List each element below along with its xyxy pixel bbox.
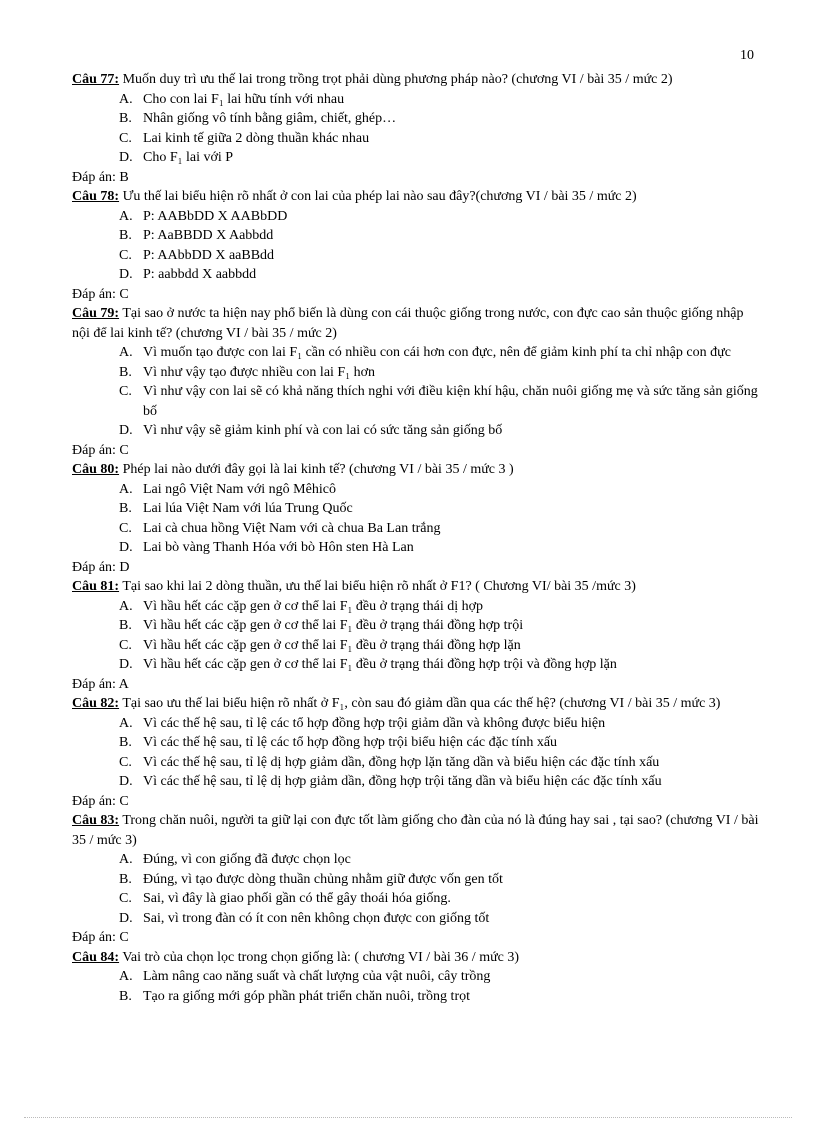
option-key: B. bbox=[119, 871, 132, 887]
option-text: Vì các thế hệ sau, tỉ lệ các tổ hợp đồng hợp trội giảm dần và không được biểu hiện bbox=[143, 715, 606, 731]
option-item bbox=[72, 421, 762, 441]
option-key: D. bbox=[119, 150, 133, 165]
option-item bbox=[72, 129, 762, 149]
option-item bbox=[72, 109, 762, 129]
option-key: C. bbox=[119, 130, 132, 146]
option-text: Đúng, vì tạo được dòng thuần chủng nhằm giữ được vốn gen tốt bbox=[143, 871, 503, 887]
option-key: C. bbox=[119, 247, 132, 263]
question-text: Tại sao ở nước ta hiện nay phổ biến là dùng con cái thuộc giống trong nước, con đực cao sản thuộc giống nhập nội để lai kinh tế? (chương VI / bài 35 / mức 2) bbox=[72, 306, 744, 341]
option-item bbox=[72, 870, 762, 890]
option-key: A. bbox=[119, 969, 133, 984]
option-key: B. bbox=[119, 111, 132, 126]
option-text: Vì như vậy tạo được nhiều con lai F₁ hơn bbox=[143, 364, 375, 380]
page-number: 10 bbox=[740, 48, 754, 63]
question-label: Câu 82: bbox=[72, 696, 120, 711]
option-text: Tạo ra giống mới góp phần phát triển chăn nuôi, trồng trọt bbox=[143, 988, 470, 1004]
option-item bbox=[72, 90, 762, 110]
question-list bbox=[72, 70, 762, 1006]
option-key: A. bbox=[119, 481, 133, 497]
question-stem bbox=[72, 577, 762, 597]
option-text: Đúng, vì con giống đã được chọn lọc bbox=[143, 852, 351, 867]
option-list bbox=[72, 480, 762, 558]
option-key: C. bbox=[119, 384, 132, 399]
option-item bbox=[72, 246, 762, 266]
question-stem bbox=[72, 304, 762, 343]
option-text: Lai kinh tế giữa 2 dòng thuần khác nhau bbox=[143, 130, 370, 146]
option-list bbox=[72, 597, 762, 675]
question-stem bbox=[72, 187, 762, 207]
option-key: D. bbox=[119, 910, 133, 926]
answer-line: Đáp án: B bbox=[72, 169, 129, 185]
option-key: A. bbox=[119, 852, 133, 867]
answer-line: Đáp án: C bbox=[72, 793, 129, 809]
option-list bbox=[72, 714, 762, 792]
option-key: D. bbox=[119, 657, 133, 672]
question-text: Tại sao khi lai 2 dòng thuần, ưu thế lai biểu hiện rõ nhất ở F1? ( Chương VI/ bài 35 /mức 3) bbox=[122, 579, 636, 594]
option-item bbox=[72, 909, 762, 929]
option-item bbox=[72, 636, 762, 656]
option-text: Vì các thế hệ sau, tỉ lệ dị hợp giảm dần, đồng hợp trội tăng dần và biểu hiện các đặc tính xấu bbox=[143, 774, 662, 789]
option-item bbox=[72, 616, 762, 636]
option-text: P: AABbDD X AABbDD bbox=[143, 208, 288, 224]
option-text: Vì hầu hết các cặp gen ở cơ thể lai F₁ đều ở trạng thái đồng hợp trội và đồng hợp lặn bbox=[143, 657, 617, 672]
question-stem bbox=[72, 460, 762, 480]
question-stem bbox=[72, 70, 762, 90]
answer-line: Đáp án: C bbox=[72, 442, 129, 458]
option-text: Vì hầu hết các cặp gen ở cơ thể lai F₁ đều ở trạng thái đồng hợp trội bbox=[143, 618, 524, 633]
option-item bbox=[72, 480, 762, 500]
question-label: Câu 77: bbox=[72, 72, 120, 87]
option-item bbox=[72, 226, 762, 246]
option-key: A. bbox=[119, 715, 133, 731]
option-item bbox=[72, 382, 762, 421]
option-text: Vì hầu hết các cặp gen ở cơ thể lai F₁ đều ở trạng thái đồng hợp lặn bbox=[143, 637, 521, 653]
option-key: B. bbox=[119, 618, 132, 633]
option-text: Lai cà chua hồng Việt Nam với cà chua Ba Lan trắng bbox=[143, 520, 441, 536]
option-key: D. bbox=[119, 267, 133, 282]
answer-line: Đáp án: D bbox=[72, 559, 130, 575]
option-key: A. bbox=[119, 345, 133, 360]
question-text: Tại sao ưu thế lai biểu hiện rõ nhất ở F₁, còn sau đó giảm dần qua các thế hệ? (chương VI / bài 35 / mức 3) bbox=[122, 696, 721, 711]
option-list bbox=[72, 90, 762, 168]
question-label: Câu 83: bbox=[72, 813, 120, 828]
answer-line: Đáp án: C bbox=[72, 930, 129, 945]
question-label: Câu 84: bbox=[72, 949, 120, 965]
option-text: Lai ngô Việt Nam với ngô Mêhicô bbox=[143, 481, 336, 497]
option-text: P: aabbdd X aabbdd bbox=[143, 267, 257, 282]
option-text: Lai lúa Việt Nam với lúa Trung Quốc bbox=[143, 501, 353, 516]
option-key: C. bbox=[119, 637, 132, 653]
option-item bbox=[72, 343, 762, 363]
option-item bbox=[72, 265, 762, 285]
option-list bbox=[72, 207, 762, 285]
option-key: C. bbox=[119, 754, 132, 770]
option-key: B. bbox=[119, 735, 132, 750]
footer-divider bbox=[24, 1117, 792, 1118]
option-text: P: AAbbDD X aaBBdd bbox=[143, 247, 275, 263]
option-text: Cho F₁ lai với P bbox=[143, 150, 234, 165]
question-label: Câu 78: bbox=[72, 189, 120, 204]
question-stem bbox=[72, 948, 762, 968]
option-item bbox=[72, 363, 762, 383]
question-text: Vai trò của chọn lọc trong chọn giống là: ( chương VI / bài 36 / mức 3) bbox=[122, 949, 520, 965]
option-text: Lai bò vàng Thanh Hóa với bò Hôn sten Hà Lan bbox=[143, 540, 414, 555]
option-list bbox=[72, 850, 762, 928]
option-text: Vì các thế hệ sau, tỉ lệ dị hợp giảm dần, đồng hợp lặn tăng dần và biểu hiện các đặc tính xấu bbox=[143, 754, 660, 770]
option-key: D. bbox=[119, 423, 133, 438]
option-key: B. bbox=[119, 364, 132, 380]
option-text: Vì hầu hết các cặp gen ở cơ thể lai F₁ đều ở trạng thái dị hợp bbox=[143, 598, 484, 614]
option-item bbox=[72, 772, 762, 792]
option-text: Sai, vì đây là giao phối gần có thể gây thoái hóa giống. bbox=[143, 891, 451, 906]
option-text: Vì muốn tạo được con lai F₁ cần có nhiều con cái hơn con đực, nên để giảm kinh phí ta chỉ nhập con đực bbox=[143, 345, 731, 360]
option-key: C. bbox=[119, 891, 132, 906]
question-stem bbox=[72, 694, 762, 714]
question-text: Phép lai nào dưới đây gọi là lai kinh tế? (chương VI / bài 35 / mức 3 ) bbox=[122, 462, 514, 477]
option-item bbox=[72, 987, 762, 1007]
option-item bbox=[72, 597, 762, 617]
answer-line: Đáp án: A bbox=[72, 676, 129, 692]
option-key: D. bbox=[119, 774, 133, 789]
option-key: B. bbox=[119, 988, 132, 1004]
option-text: Cho con lai F₁ lai hữu tính với nhau bbox=[143, 91, 345, 107]
option-item bbox=[72, 714, 762, 734]
option-text: Làm nâng cao năng suất và chất lượng của vật nuôi, cây trồng bbox=[143, 969, 491, 984]
option-text: Vì như vậy sẽ giảm kinh phí và con lai có sức tăng sản giống bố bbox=[143, 423, 503, 438]
question-label: Câu 81: bbox=[72, 579, 120, 594]
question-text: Trong chăn nuôi, người ta giữ lại con đực tốt làm giống cho đàn của nó là đúng hay sai , tại sao? (chương VI / bài 35 / mức 3) bbox=[72, 813, 759, 848]
option-key: C. bbox=[119, 520, 132, 536]
question-label: Câu 80: bbox=[72, 462, 120, 477]
option-text: Nhân giống vô tính bằng giâm, chiết, ghép… bbox=[143, 111, 397, 126]
option-list bbox=[72, 967, 762, 1006]
option-key: D. bbox=[119, 540, 133, 555]
option-item bbox=[72, 499, 762, 519]
option-item bbox=[72, 967, 762, 987]
option-key: B. bbox=[119, 501, 132, 516]
option-item bbox=[72, 889, 762, 909]
option-key: A. bbox=[119, 208, 133, 224]
option-item bbox=[72, 148, 762, 168]
question-text: Ưu thế lai biểu hiện rõ nhất ở con lai của phép lai nào sau đây?(chương VI / bài 35 / mức 2) bbox=[122, 189, 637, 204]
option-text: Vì các thế hệ sau, tỉ lệ các tổ hợp đồng hợp trội biểu hiện các đặc tính xấu bbox=[143, 735, 558, 750]
option-item bbox=[72, 655, 762, 675]
option-item bbox=[72, 753, 762, 773]
option-text: P: AaBBDD X Aabbdd bbox=[143, 228, 274, 243]
option-item bbox=[72, 538, 762, 558]
option-item bbox=[72, 850, 762, 870]
option-item bbox=[72, 519, 762, 539]
question-text: Muốn duy trì ưu thế lai trong trồng trọt phải dùng phương pháp nào? (chương VI / bài 35 / mức 2) bbox=[122, 72, 673, 87]
option-key: B. bbox=[119, 228, 132, 243]
option-text: Sai, vì trong đàn có ít con nên không chọn được con giống tốt bbox=[143, 910, 490, 926]
answer-line: Đáp án: C bbox=[72, 286, 129, 302]
option-list bbox=[72, 343, 762, 441]
question-stem bbox=[72, 811, 762, 850]
option-item bbox=[72, 207, 762, 227]
option-key: A. bbox=[119, 598, 133, 614]
option-key: A. bbox=[119, 91, 133, 107]
question-label: Câu 79: bbox=[72, 306, 120, 321]
option-item bbox=[72, 733, 762, 753]
option-text: Vì như vậy con lai sẽ có khả năng thích nghi với điều kiện khí hậu, chăn nuôi giống mẹ và sức tăng sản giống bố bbox=[143, 384, 758, 419]
